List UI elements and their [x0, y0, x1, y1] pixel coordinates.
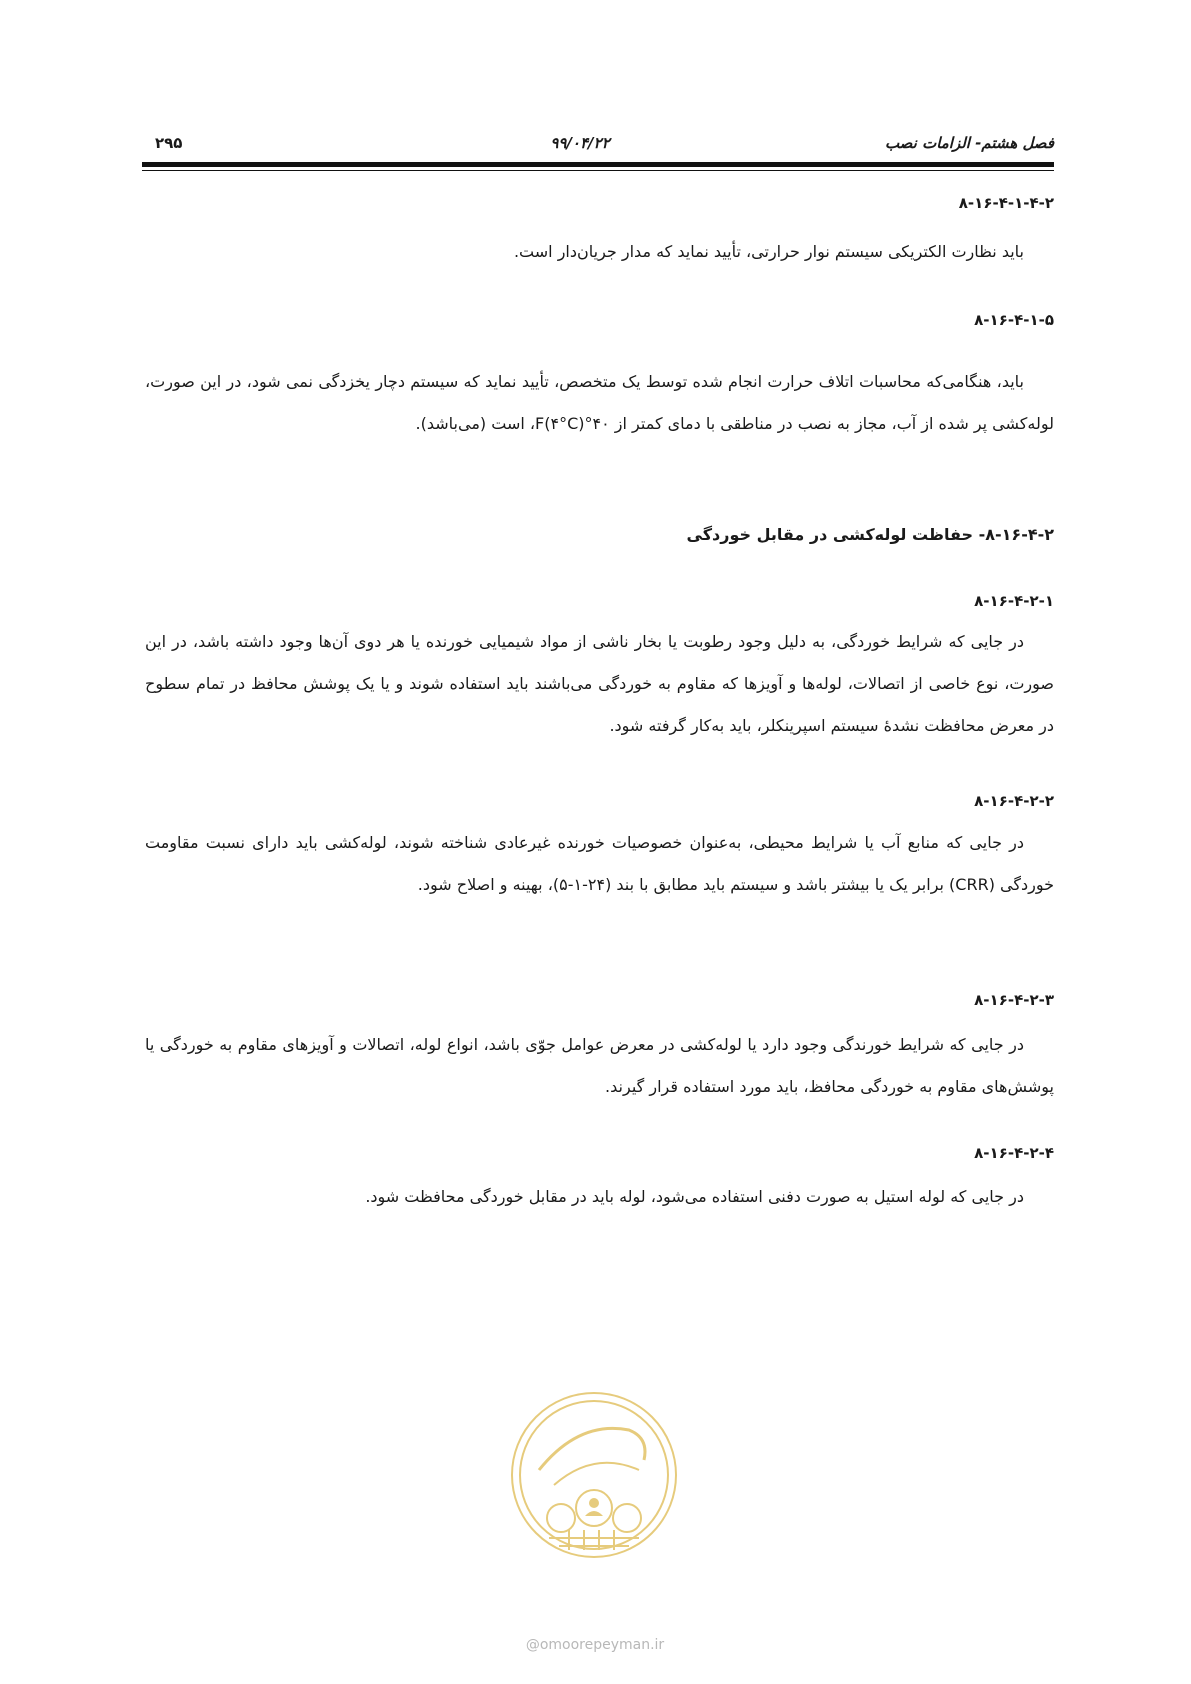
section-paragraph — [145, 361, 1054, 445]
header-rule-thick — [142, 162, 1054, 167]
paragraph-text: در جایی که لوله استیل به صورت دفنی استفاده می‌شود، لوله باید در مقابل خوردگی محافظت شود. — [365, 1187, 1024, 1206]
header-date: ۹۹/۰۴/۲۲ — [550, 134, 610, 152]
section-paragraph — [145, 1024, 1054, 1108]
section-paragraph — [145, 231, 1054, 273]
footer-url: @omoorepeyman.ir — [525, 1637, 665, 1653]
section-number: ۸-۱۶-۴-۱-۴-۲ — [958, 194, 1054, 212]
section-paragraph — [145, 1176, 1054, 1218]
paragraph-text: در جایی که شرایط خوردگی، به دلیل وجود رطوبت یا بخار ناشی از مواد شیمیایی خورنده یا هر دوی آن‌ها وجود داشته باشد، در این صورت، نوع خاصی از اتصالات، لوله‌ها و آویزها که مقاوم به خوردگی می‌باشند باید استفاده شوند و یا یک پوشش محافظ در تمام سطوح در معرض محافظت نشدهٔ سیستم اسپرینکلر، باید به‌کار گرفته شود. — [145, 632, 1054, 735]
section-number: ۸-۱۶-۴-۲-۴ — [974, 1144, 1054, 1162]
paragraph-text: در جایی که منابع آب یا شرایط محیطی، به‌عنوان خصوصیات خورنده غیرعادی شناخته شوند، لوله‌کشی باید دارای نسبت مقاومت خوردگی (CRR) برابر یک یا بیشتر باشد و سیستم باید مطابق با بند (۲۴-۱-۵)، بهینه و اصلاح شود. — [145, 833, 1054, 894]
chapter-title: فصل هشتم- الزامات نصب — [884, 134, 1054, 152]
section-number: ۸-۱۶-۴-۲-۲ — [974, 792, 1054, 810]
section-heading: ۸-۱۶-۴-۲- حفاظت لوله‌کشی در مقابل خوردگی — [686, 525, 1054, 544]
seal-logo-icon — [509, 1390, 679, 1560]
watermark-seal — [509, 1390, 679, 1560]
section-number: ۸-۱۶-۴-۲-۳ — [974, 991, 1054, 1009]
section-paragraph — [145, 621, 1054, 747]
section-paragraph — [145, 822, 1054, 906]
paragraph-text: در جایی که شرایط خورندگی وجود دارد یا لوله‌کشی در معرض عوامل جوّی باشد، انواع لوله، اتصالات و آویزهای مقاوم به خوردگی یا پوشش‌های مقاوم به خوردگی محافظ، باید مورد استفاده قرار گیرند. — [145, 1035, 1054, 1096]
paragraph-text: باید نظارت الکتریکی سیستم نوار حرارتی، تأیید نماید که مدار جریان‌دار است. — [513, 242, 1024, 261]
section-number: ۸-۱۶-۴-۲-۱ — [974, 592, 1054, 610]
page-number: ۲۹۵ — [155, 134, 183, 152]
section-number: ۸-۱۶-۴-۱-۵ — [974, 311, 1054, 329]
paragraph-text: باید، هنگامی‌که محاسبات اتلاف حرارت انجام شده توسط یک متخصص، تأیید نماید که سیستم دچار یخزدگی نمی شود، در این صورت، لوله‌کشی پر شده از آب، مجاز به نصب در مناطقی با دمای کمتر از ۴۰°F(۴°C)، است (می‌باشد). — [145, 372, 1054, 433]
header-rule-thin — [142, 170, 1054, 171]
